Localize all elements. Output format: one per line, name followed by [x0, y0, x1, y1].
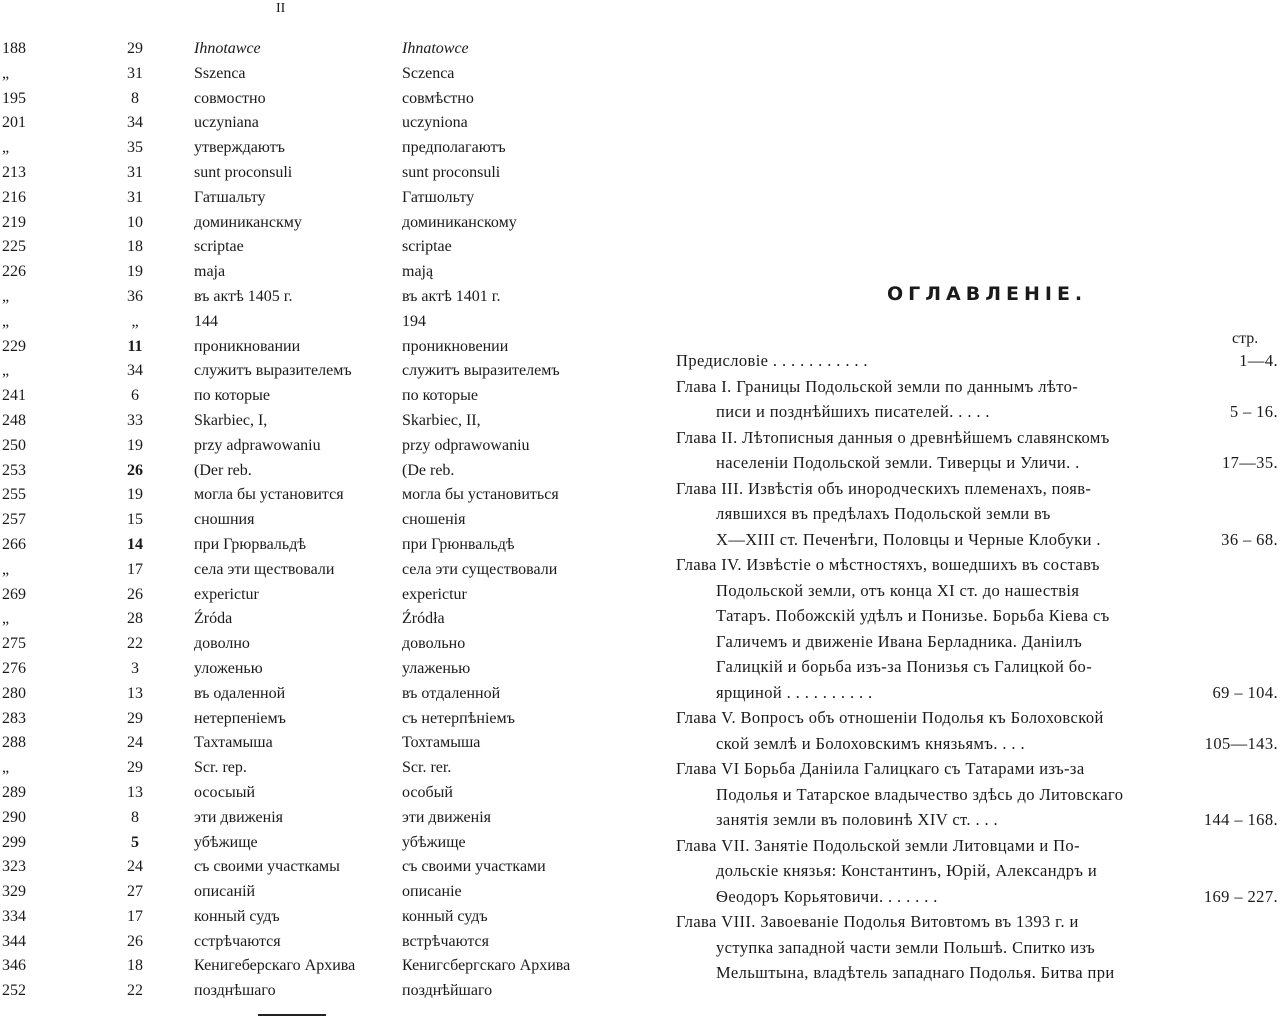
errata-row: [0, 62, 640, 87]
errata-row: [0, 37, 640, 62]
errata-misprint: przy adprawowaniu: [194, 436, 321, 454]
errata-row: [0, 781, 640, 806]
errata-correction: проникновении: [402, 337, 509, 355]
toc-entry-text: Галицкій и борьба изъ-за Понизья съ Галицкой бо-: [716, 657, 1093, 676]
errata-row: [0, 607, 640, 632]
errata-correction: съ своими участками: [402, 858, 546, 876]
errata-row: [0, 87, 640, 112]
errata-row: [0, 831, 640, 856]
errata-misprint: въ одаленной: [194, 684, 286, 702]
errata-line: 34: [127, 114, 143, 132]
errata-correction: эти движенія: [402, 808, 491, 826]
errata-correction: убѣжище: [402, 833, 466, 851]
errata-page: „: [2, 610, 10, 628]
toc-entry-line: [668, 603, 1280, 629]
errata-page: 195: [2, 89, 26, 107]
errata-correction: Skarbiec, II,: [402, 411, 481, 429]
errata-row: [0, 508, 640, 533]
toc-entry-line: [668, 680, 1280, 706]
errata-row: [0, 806, 640, 831]
errata-misprint: experictur: [194, 585, 259, 603]
errata-row: [0, 260, 640, 285]
toc-entry-text: Мельштына, владѣтель западнаго Подолья. Битва при: [716, 963, 1115, 982]
errata-misprint: scriptae: [194, 238, 244, 256]
errata-page: 213: [2, 163, 26, 181]
errata-page: 255: [2, 486, 26, 504]
errata-misprint: Тахтамыша: [194, 734, 273, 752]
errata-row: [0, 756, 640, 781]
toc-entry-text: Татаръ. Побожскій удѣлъ и Понизье. Борьба Кіева съ: [716, 606, 1110, 625]
errata-page: 299: [2, 833, 26, 851]
errata-correction: съ нетерпѣніемъ: [402, 709, 515, 727]
errata-page: 323: [2, 858, 26, 876]
errata-misprint: убѣжище: [194, 833, 258, 851]
errata-page: 253: [2, 461, 26, 479]
toc-entry-line: [668, 909, 1280, 935]
errata-page: 280: [2, 684, 26, 702]
errata-correction: села эти существовали: [402, 560, 558, 578]
errata-misprint: доминиканскму: [194, 213, 302, 231]
errata-row: [0, 979, 640, 1004]
errata-row: [0, 211, 640, 236]
errata-line: 27: [127, 883, 143, 901]
toc-entry-pages: 105—143.: [1204, 733, 1278, 753]
toc-entry-text: Ѳеодоръ Корьятовичи. . . . . . .: [716, 886, 938, 906]
errata-misprint: Sszenca: [194, 64, 246, 82]
errata-page: 257: [2, 511, 26, 529]
errata-line: 6: [131, 387, 139, 405]
end-rule: [258, 1014, 326, 1016]
toc-entry-line: [668, 705, 1280, 731]
errata-misprint: Гатшальту: [194, 188, 266, 206]
errata-page: „: [2, 64, 10, 82]
toc-entry-line: [668, 960, 1280, 986]
errata-misprint: по которые: [194, 387, 270, 405]
errata-row: [0, 335, 640, 360]
errata-misprint: при Грюрвальдѣ: [194, 535, 307, 553]
errata-correction: Sczenca: [402, 64, 455, 82]
errata-line: 31: [127, 64, 143, 82]
errata-misprint: (Der reb.: [194, 461, 252, 479]
errata-correction: Scr. rer.: [402, 759, 452, 777]
errata-line: „: [131, 312, 139, 330]
toc-entry-line: [668, 807, 1280, 833]
errata-correction: Ihnatowce: [402, 40, 469, 57]
errata-row: [0, 930, 640, 955]
toc-entry-text: занятія земли въ половинѣ XIV ст. . . .: [716, 810, 999, 829]
errata-row: [0, 583, 640, 608]
errata-page: 266: [2, 535, 26, 553]
errata-row: [0, 434, 640, 459]
errata-row: [0, 880, 640, 905]
errata-row: [0, 186, 640, 211]
errata-correction: Źródła: [402, 610, 445, 628]
toc-entry-text: X—XIII ст. Печенѣги, Половцы и Черные Клобуки .: [716, 529, 1101, 549]
errata-page: 334: [2, 907, 26, 925]
errata-misprint: утверждаютъ: [194, 139, 285, 157]
toc-entry-pages: 169 – 227.: [1203, 886, 1278, 906]
errata-misprint: уложенью: [194, 659, 263, 677]
errata-row: [0, 459, 640, 484]
errata-misprint: sunt proconsuli: [194, 163, 293, 181]
toc-entry-line: [668, 935, 1280, 961]
toc-entry-text: Глава VII. Занятіе Подольской земли Литовцами и По-: [676, 835, 1080, 855]
errata-misprint: Ihnotawce: [194, 40, 261, 57]
errata-line: 26: [127, 585, 143, 603]
toc-entry-line: [668, 833, 1280, 859]
errata-row: [0, 310, 640, 335]
toc-entry-line: [668, 782, 1280, 808]
errata-page: 219: [2, 213, 26, 231]
errata-row: [0, 235, 640, 260]
toc-entry-line: [668, 527, 1280, 553]
errata-line: 22: [127, 982, 143, 1000]
errata-page: 226: [2, 263, 26, 281]
errata-row: [0, 359, 640, 384]
errata-row: [0, 483, 640, 508]
errata-misprint: Кенигеберскаго Архива: [194, 957, 356, 975]
errata-row: [0, 707, 640, 732]
errata-page: 241: [2, 387, 26, 405]
toc-entry-line: [668, 858, 1280, 884]
errata-line: 10: [127, 213, 143, 231]
errata-correction: 194: [402, 312, 426, 330]
errata-line: 29: [127, 759, 143, 777]
errata-line: 19: [127, 263, 143, 281]
errata-misprint: описаній: [194, 883, 256, 901]
errata-page: 288: [2, 734, 26, 752]
errata-line: 24: [127, 858, 143, 876]
errata-row: [0, 905, 640, 930]
errata-line: 22: [127, 635, 143, 653]
errata-line: 11: [127, 337, 143, 355]
table-of-contents: [668, 348, 1280, 986]
errata-page: 344: [2, 932, 26, 950]
errata-correction: Гатшольту: [402, 188, 475, 206]
errata-row: [0, 682, 640, 707]
errata-line: 5: [131, 833, 139, 851]
errata-misprint: позднѣшаго: [194, 982, 276, 1000]
errata-line: 36: [127, 287, 143, 305]
pages-column-label: стр.: [1232, 330, 1259, 347]
toc-entry-pages: 17—35.: [1221, 453, 1278, 472]
toc-entry-text: ской землѣ и Болоховскимъ князьямъ. . . .: [716, 733, 1025, 753]
toc-entry-text: Предисловіе . . . . . . . . . . .: [676, 351, 868, 370]
errata-correction: описаніе: [402, 883, 462, 901]
page-marker: II: [276, 1, 286, 16]
errata-correction: конный судъ: [402, 907, 488, 925]
errata-correction: przy odprawowaniu: [402, 436, 530, 454]
errata-misprint: могла бы установится: [194, 486, 344, 504]
errata-correction: довольно: [402, 635, 466, 653]
errata-misprint: совмостно: [194, 89, 266, 107]
errata-line: 17: [127, 907, 143, 925]
errata-correction: служитъ выразителемъ: [402, 362, 560, 380]
toc-entry-line: [668, 654, 1280, 680]
toc-entry-line: [668, 374, 1280, 400]
toc-entry-text: дольскіе князья: Константинъ, Юрій, Александръ и: [716, 861, 1098, 880]
errata-misprint: maja: [194, 263, 226, 281]
errata-row: [0, 632, 640, 657]
errata-correction: Тохтамыша: [402, 734, 481, 752]
errata-line: 31: [127, 163, 143, 181]
toc-entry-line: [668, 629, 1280, 655]
errata-correction: при Грюнвальдѣ: [402, 535, 515, 553]
errata-table: [0, 37, 640, 1004]
errata-page: 250: [2, 436, 26, 454]
errata-correction: experictur: [402, 585, 467, 603]
toc-entry-text: Глава V. Вопросъ объ отношеніи Подолья къ Болоховской: [676, 708, 1104, 727]
errata-line: 14: [127, 535, 143, 553]
errata-page: 289: [2, 783, 26, 801]
toc-entry-line: [668, 476, 1280, 502]
errata-line: 8: [131, 808, 139, 826]
errata-page: 188: [2, 40, 26, 57]
errata-correction: uczyniona: [402, 114, 468, 132]
toc-entry-line: [668, 425, 1280, 451]
toc-entry-line: [668, 884, 1280, 910]
errata-row: [0, 384, 640, 409]
errata-row: [0, 409, 640, 434]
errata-misprint: ососыый: [194, 783, 256, 801]
errata-line: 33: [127, 411, 143, 429]
toc-entry-line: [668, 348, 1280, 374]
errata-correction: доминиканскому: [402, 213, 517, 231]
errata-line: 17: [127, 560, 143, 578]
errata-page: 201: [2, 114, 26, 132]
errata-page: „: [2, 560, 10, 578]
errata-row: [0, 136, 640, 161]
errata-correction: Кенигсбергскаго Архива: [402, 957, 571, 975]
errata-misprint: доволно: [194, 635, 250, 653]
errata-correction: mają: [402, 263, 434, 281]
errata-row: [0, 954, 640, 979]
errata-misprint: сстрѣчаются: [194, 932, 281, 950]
errata-correction: совмѣстно: [402, 89, 474, 107]
errata-misprint: села эти ществовали: [194, 560, 335, 578]
errata-misprint: нетерпеніемъ: [194, 709, 286, 727]
errata-misprint: въ актѣ 1405 г.: [194, 287, 293, 305]
errata-page: „: [2, 362, 10, 380]
errata-misprint: Źróda: [194, 610, 233, 628]
errata-page: 216: [2, 188, 26, 206]
toc-entry-text: ярщиной . . . . . . . . . .: [716, 682, 873, 702]
errata-page: „: [2, 759, 10, 777]
errata-row: [0, 161, 640, 186]
errata-line: 13: [127, 783, 143, 801]
errata-correction: въ отдаленной: [402, 684, 501, 702]
errata-page: 275: [2, 635, 26, 653]
errata-page: „: [2, 312, 10, 330]
errata-line: 29: [127, 709, 143, 727]
errata-line: 3: [131, 659, 139, 677]
errata-line: 35: [127, 139, 143, 157]
errata-page: 329: [2, 883, 26, 901]
errata-page: 269: [2, 585, 26, 603]
errata-misprint: сношния: [194, 511, 255, 529]
toc-entry-text: Глава III. Извѣстія объ инородческихъ племенахъ, появ-: [676, 478, 1092, 498]
errata-row: [0, 855, 640, 880]
errata-line: 29: [127, 40, 143, 57]
errata-row: [0, 657, 640, 682]
errata-misprint: Skarbiec, I,: [194, 411, 268, 429]
errata-correction: scriptae: [402, 238, 452, 256]
errata-correction: встрѣчаются: [402, 932, 489, 950]
errata-line: 8: [131, 89, 139, 107]
errata-misprint: служитъ выразителемъ: [194, 362, 352, 380]
toc-entry-pages: 144 – 168.: [1203, 810, 1278, 829]
toc-entry-pages: 5 – 16.: [1229, 402, 1278, 421]
errata-page: 229: [2, 337, 26, 355]
errata-row: [0, 533, 640, 558]
errata-correction: предполагаютъ: [402, 139, 506, 157]
errata-misprint: съ своими участкамы: [194, 858, 340, 876]
toc-entry-text: Глава VI Борьба Даніила Галицкаго съ Татарами изъ-за: [676, 759, 1085, 778]
errata-page: 276: [2, 659, 26, 677]
errata-row: [0, 285, 640, 310]
errata-line: 15: [127, 511, 143, 529]
toc-entry-text: уступка западной части земли Польшѣ. Спитко изъ: [716, 937, 1096, 957]
toc-entry-line: [668, 501, 1280, 527]
errata-correction: могла бы установиться: [402, 486, 559, 504]
errata-line: 18: [127, 957, 143, 975]
toc-title: ОГЛАВЛЕНІЕ.: [887, 283, 1088, 305]
errata-page: „: [2, 287, 10, 305]
errata-row: [0, 558, 640, 583]
toc-entry-line: [668, 552, 1280, 578]
errata-line: 18: [127, 238, 143, 256]
errata-page: 252: [2, 982, 26, 1000]
errata-misprint: Scr. rep.: [194, 759, 247, 777]
errata-correction: особый: [402, 783, 453, 801]
errata-misprint: 144: [194, 312, 218, 330]
errata-line: 13: [127, 684, 143, 702]
toc-entry-line: [668, 399, 1280, 425]
errata-line: 19: [127, 436, 143, 454]
toc-entry-text: Глава IV. Извѣстіе о мѣстностяхъ, вошедшихъ въ составъ: [676, 555, 1100, 574]
errata-misprint: эти движенія: [194, 808, 283, 826]
toc-entry-pages: 36 – 68.: [1221, 529, 1278, 549]
toc-entry-pages: 69 – 104.: [1212, 682, 1278, 702]
errata-line: 31: [127, 188, 143, 206]
errata-correction: сношенія: [402, 511, 466, 529]
errata-page: 290: [2, 808, 26, 826]
toc-entry-line: [668, 450, 1280, 476]
toc-entry-text: Подольской земли, отъ конца XI ст. до нашествія: [716, 580, 1080, 600]
errata-line: 28: [127, 610, 143, 628]
toc-entry-pages: 1—4.: [1239, 351, 1278, 370]
errata-correction: по которые: [402, 387, 478, 405]
errata-line: 26: [127, 932, 143, 950]
errata-page: 346: [2, 957, 26, 975]
errata-row: [0, 111, 640, 136]
toc-entry-text: Глава II. Лѣтописныя данныя о древнѣйшемъ славянскомъ: [676, 427, 1110, 447]
errata-correction: улаженью: [402, 659, 471, 677]
errata-line: 34: [127, 362, 143, 380]
toc-entry-text: писи и позднѣйшихъ писателей. . . . .: [716, 402, 990, 421]
errata-page: „: [2, 139, 10, 157]
errata-correction: въ актѣ 1401 г.: [402, 287, 501, 305]
errata-page: 283: [2, 709, 26, 727]
toc-entry-text: Подолья и Татарское владычество здѣсь до Литовскаго: [716, 784, 1124, 804]
errata-correction: позднѣйшаго: [402, 982, 493, 1000]
errata-page: 248: [2, 411, 26, 429]
errata-line: 26: [127, 461, 143, 479]
toc-entry-line: [668, 756, 1280, 782]
toc-entry-line: [668, 578, 1280, 604]
errata-line: 19: [127, 486, 143, 504]
toc-entry-text: Глава VIII. Завоеваніе Подолья Витовтомъ въ 1393 г. и: [676, 912, 1079, 931]
toc-entry-text: населеніи Подольской земли. Тиверцы и Уличи. .: [716, 453, 1080, 472]
errata-correction: sunt proconsuli: [402, 163, 501, 181]
toc-entry-text: Галичемъ и движеніе Ивана Берладника. Даніилъ: [716, 631, 1083, 651]
errata-line: 24: [127, 734, 143, 752]
errata-misprint: конный судъ: [194, 907, 280, 925]
toc-entry-text: Глава I. Границы Подольской земли по даннымъ лѣто-: [676, 376, 1079, 396]
errata-misprint: uczyniana: [194, 114, 259, 132]
toc-entry-line: [668, 731, 1280, 757]
errata-page: 225: [2, 238, 26, 256]
errata-misprint: проникновании: [194, 337, 301, 355]
errata-correction: (De reb.: [402, 461, 455, 479]
toc-entry-text: лявшихся въ предѣлахъ Подольской земли въ: [716, 504, 1051, 523]
errata-row: [0, 731, 640, 756]
